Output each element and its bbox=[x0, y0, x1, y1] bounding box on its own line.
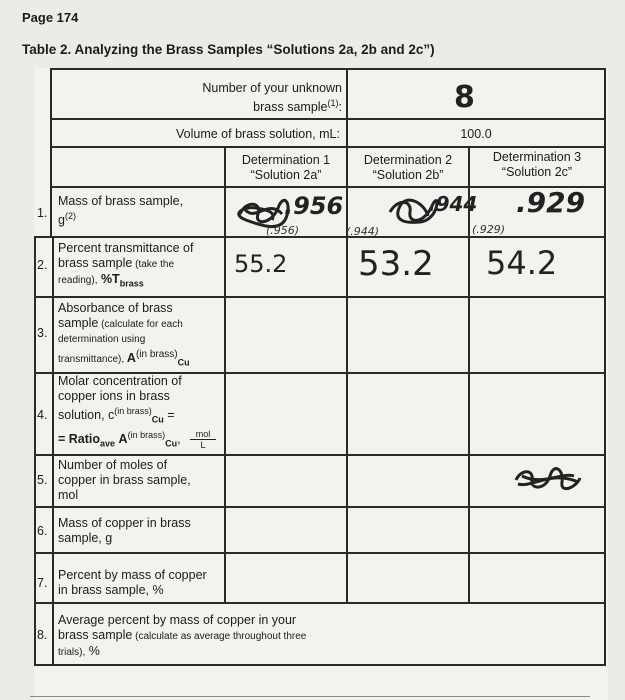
row-number: 5. bbox=[37, 473, 48, 487]
row-number: 7. bbox=[37, 576, 48, 590]
table-border bbox=[34, 236, 606, 238]
row-number: 6. bbox=[37, 524, 48, 538]
row-label-absorbance: Absorbance of brass sample (calculate for each determination using transmittance), $A^{(in brass)}_{Cu}$ bbox=[58, 301, 190, 368]
table-border bbox=[346, 68, 348, 602]
mass-det2-paren: (.944) bbox=[346, 225, 380, 238]
row-label-molar-conc: Molar concentration of copper ions in brass solution, $c^{(in brass)}_{Cu}$ = = Ratio$_{ave}$ $A^{(in brass)}_{Cu}$, bbox=[58, 374, 182, 449]
volume-label: Volume of brass solution, mL: bbox=[176, 127, 340, 141]
det2-header: Determination 2 “Solution 2b” bbox=[363, 153, 453, 182]
transmittance-det2: 53.2 bbox=[358, 244, 434, 284]
row-label-transmittance: Percent transmittance of brass sample (take the reading), $\%T_{brass}$ bbox=[58, 241, 194, 289]
table-border bbox=[50, 118, 606, 120]
det1-header: Determination 1 “Solution 2a” bbox=[241, 153, 331, 182]
transmittance-det3: 54.2 bbox=[486, 244, 558, 282]
table-border bbox=[604, 68, 606, 666]
det3-header: Determination 3 “Solution 2c” bbox=[492, 150, 582, 179]
unknown-label: Number of your unknown brass sample$^{(1)}$: bbox=[202, 81, 342, 115]
table-border bbox=[34, 664, 606, 666]
table-border bbox=[34, 602, 606, 604]
row-label-mass: Mass of brass sample, $g^{(2)}$ bbox=[58, 194, 184, 228]
table-border bbox=[50, 68, 606, 70]
mass-det1: .956 bbox=[284, 192, 344, 220]
row-label-average: Average percent by mass of copper in your brass sample (calculate as average throughout three trials), % bbox=[58, 613, 307, 658]
data-table bbox=[34, 68, 608, 700]
row-number: 3. bbox=[37, 326, 48, 340]
mass-det3-paren: (.929) bbox=[472, 223, 506, 236]
table-border bbox=[34, 236, 36, 666]
table-border bbox=[52, 236, 54, 666]
table-border bbox=[50, 146, 606, 148]
mass-det3: .929 bbox=[516, 186, 586, 219]
transmittance-det1: 55.2 bbox=[234, 250, 288, 278]
volume-value: 100.0 bbox=[460, 127, 492, 141]
row-number: 8. bbox=[37, 628, 48, 642]
row-number: 2. bbox=[37, 258, 48, 272]
table-border bbox=[34, 552, 606, 554]
unknown-value: 8 bbox=[454, 80, 475, 115]
table-border bbox=[50, 68, 52, 236]
mass-det1-paren: (.956) bbox=[266, 224, 300, 237]
row-label-percent-copper: Percent by mass of copper in brass sample, % bbox=[58, 568, 207, 597]
page-rule bbox=[30, 696, 590, 697]
page-number: Page 174 bbox=[22, 10, 79, 25]
row-label-mass-copper: Mass of copper in brass sample, g bbox=[58, 516, 191, 545]
table-border bbox=[34, 296, 606, 298]
row-number: 1. bbox=[37, 206, 48, 220]
mass-det2: .944 bbox=[428, 192, 478, 216]
table-title: Table 2. Analyzing the Brass Samples “Solutions 2a, 2b and 2c”) bbox=[22, 42, 435, 57]
row-label-moles: Number of moles of copper in brass sample, mol bbox=[58, 458, 191, 502]
scribble-mark bbox=[512, 466, 584, 492]
table-border bbox=[34, 506, 606, 508]
table-border bbox=[34, 454, 606, 456]
row-number: 4. bbox=[37, 408, 48, 422]
unit-fraction: mol L bbox=[190, 429, 216, 450]
